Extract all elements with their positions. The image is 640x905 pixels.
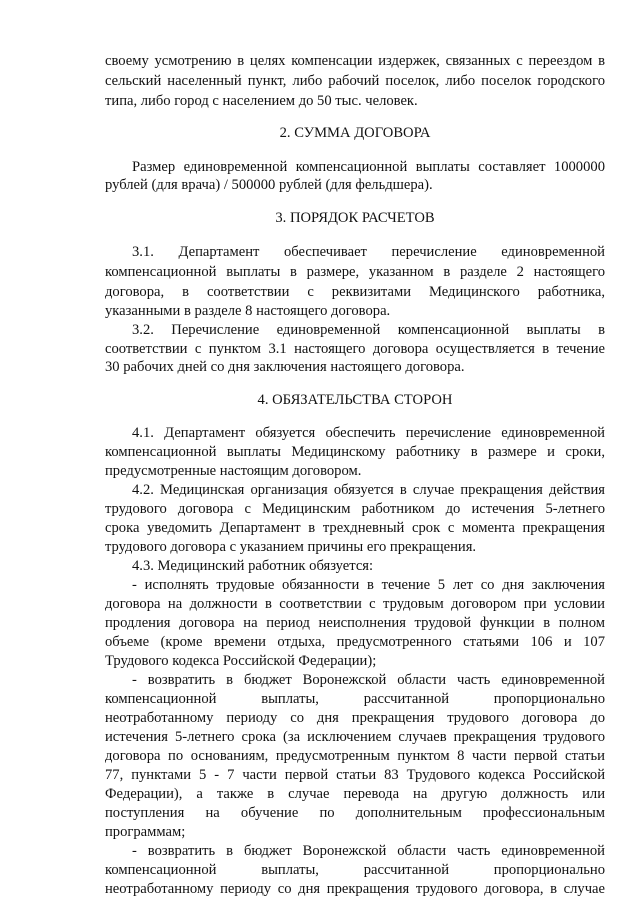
text-line: своему усмотрению в целях компенсации издержек, связанных с переездом в bbox=[105, 53, 605, 69]
text-line: типа, либо город с населением до 50 тыс. человек. bbox=[105, 93, 418, 109]
text-line: неотработанному периоду со дня прекращения трудового договора до bbox=[105, 710, 605, 726]
text-line: 30 рабочих дней со дня заключения настоящего договора. bbox=[105, 359, 465, 375]
text-line: неотработанному периоду со дня прекращения трудового договора, в случае bbox=[105, 881, 605, 897]
text-line: указанными в разделе 8 настоящего договора. bbox=[105, 303, 391, 319]
text-line: срока уведомить Департамент в трехдневный срок с момента прекращения bbox=[105, 520, 605, 536]
text-line: договора по основаниям, предусмотренным пунктом 8 части первой статьи bbox=[105, 748, 605, 764]
text-line: предусмотренные настоящим договором. bbox=[105, 463, 362, 479]
text-line: соответствии с пунктом 3.1 настоящего договора осуществляется в течение bbox=[105, 341, 605, 357]
section-heading: 4. ОБЯЗАТЕЛЬСТВА СТОРОН bbox=[257, 392, 453, 408]
text-line: компенсационной выплаты в размере, указанном в разделе 2 настоящего bbox=[105, 264, 605, 280]
section-heading: 3. ПОРЯДОК РАСЧЕТОВ bbox=[275, 210, 435, 226]
text-line: - возвратить в бюджет Воронежской области часть единовременной bbox=[132, 843, 605, 859]
text-line: трудового договора с указанием причины его прекращения. bbox=[105, 539, 477, 555]
text-line: продления договора на период неисполнения трудовой функции в полном bbox=[105, 615, 605, 631]
text-line: поступления на обучение по дополнительным профессиональным bbox=[105, 805, 605, 821]
section-heading: 2. СУММА ДОГОВОРА bbox=[279, 125, 431, 141]
text-line: договора на должности в соответствии с трудовым договором при условии bbox=[105, 596, 605, 612]
text-line: 4.1. Департамент обязуется обеспечить перечисление единовременной bbox=[132, 425, 605, 441]
text-line: - возвратить в бюджет Воронежской области часть единовременной bbox=[132, 672, 605, 688]
text-line: 4.3. Медицинский работник обязуется: bbox=[132, 558, 374, 574]
text-line: компенсационной выплаты, рассчитанной пропорционально bbox=[105, 691, 605, 707]
text-line: 3.2. Перечисление единовременной компенсационной выплаты в bbox=[132, 322, 605, 338]
text-line: 4.2. Медицинская организация обязуется в случае прекращения действия bbox=[132, 482, 605, 498]
text-line: объеме (кроме времени отдыха, предусмотренного статьями 106 и 107 bbox=[105, 634, 605, 650]
text-line: компенсационной выплаты Медицинскому работнику в размере и сроки, bbox=[105, 444, 605, 460]
text-line: Федерации), а также в случае перевода на другую должность или bbox=[105, 786, 605, 802]
text-line: Трудового кодекса Российской Федерации); bbox=[105, 653, 377, 669]
text-line: Размер единовременной компенсационной выплаты составляет 1000000 bbox=[132, 159, 605, 175]
text-line: трудового договора с Медицинским работником до истечения 5-летнего bbox=[105, 501, 605, 517]
text-line: 3.1. Департамент обеспечивает перечисление единовременной bbox=[132, 244, 605, 260]
text-line: 77, пунктами 5 - 7 части первой статьи 83 Трудового кодекса Российской bbox=[105, 767, 605, 783]
text-line: программам; bbox=[105, 824, 186, 840]
text-line: рублей (для врача) / 500000 рублей (для фельдшера). bbox=[105, 177, 433, 193]
text-line: - исполнять трудовые обязанности в течение 5 лет со дня заключения bbox=[132, 577, 605, 593]
text-line: сельский населенный пункт, либо рабочий поселок, либо поселок городского bbox=[105, 73, 605, 89]
text-line: договора, в соответствии с реквизитами Медицинского работника, bbox=[105, 284, 605, 300]
text-line: истечения 5-летнего срока (за исключением случаев прекращения трудового bbox=[105, 729, 605, 745]
text-line: компенсационной выплаты, рассчитанной пропорционально bbox=[105, 862, 605, 878]
